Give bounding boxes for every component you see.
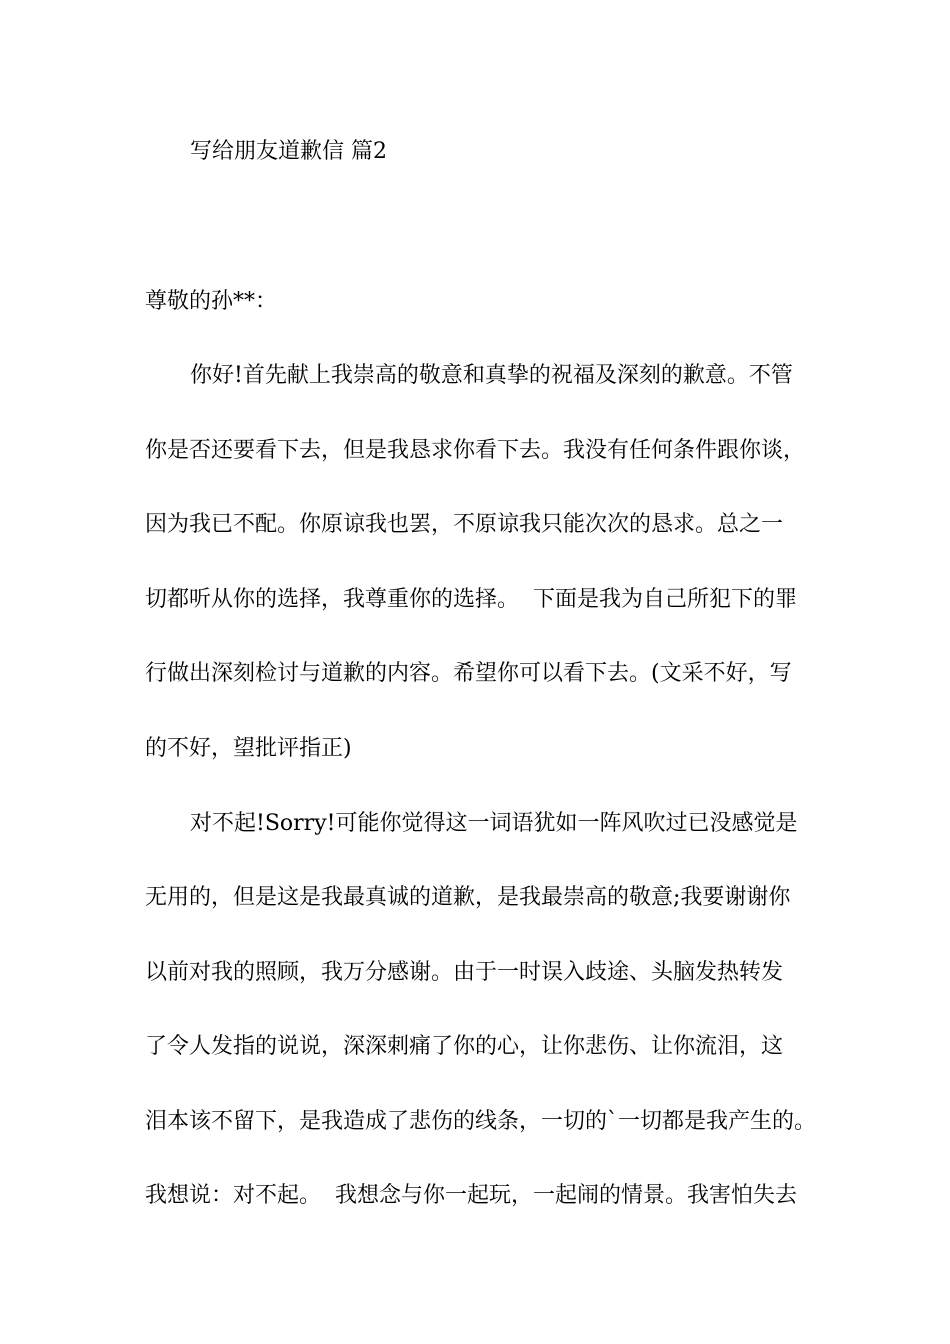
document-title: 写给朋友道歉信 篇2: [190, 139, 387, 164]
body-line: 对不起!Sorry!可能你觉得这一词语犹如一阵风吹过已没感觉是: [190, 811, 798, 836]
body-line: 你是否还要看下去，但是我恳求你看下去。我没有任何条件跟你谈，: [145, 438, 806, 463]
body-line: 以前对我的照顾，我万分感谢。由于一时误入歧途、头脑发热转发: [145, 960, 784, 985]
salutation: 尊敬的孙**：: [145, 289, 278, 314]
body-line: 因为我已不配。你原谅我也罢，不原谅我只能次次的恳求。总之一: [145, 512, 784, 537]
body-line: 无用的，但是这是我最真诚的道歉，是我最崇高的敬意;我要谢谢你: [145, 885, 791, 910]
body-line: 切都听从你的选择，我尊重你的选择。 下面是我为自己所犯下的罪: [145, 587, 797, 612]
body-line: 的不好，望批评指正): [145, 736, 352, 761]
body-line: 泪本该不留下，是我造成了悲伤的线条，一切的`一切都是我产生的。: [145, 1109, 817, 1134]
body-line: 了令人发指的说说，深深刺痛了你的心，让你悲伤、让你流泪，这: [145, 1034, 784, 1059]
body-line: 我想说：对不起。 我想念与你一起玩，一起闹的情景。我害怕失去: [145, 1183, 797, 1208]
body-line: 你好!首先献上我崇高的敬意和真挚的祝福及深刻的歉意。不管: [190, 363, 793, 388]
body-line: 行做出深刻检讨与道歉的内容。希望你可以看下去。(文采不好，写: [145, 661, 792, 686]
